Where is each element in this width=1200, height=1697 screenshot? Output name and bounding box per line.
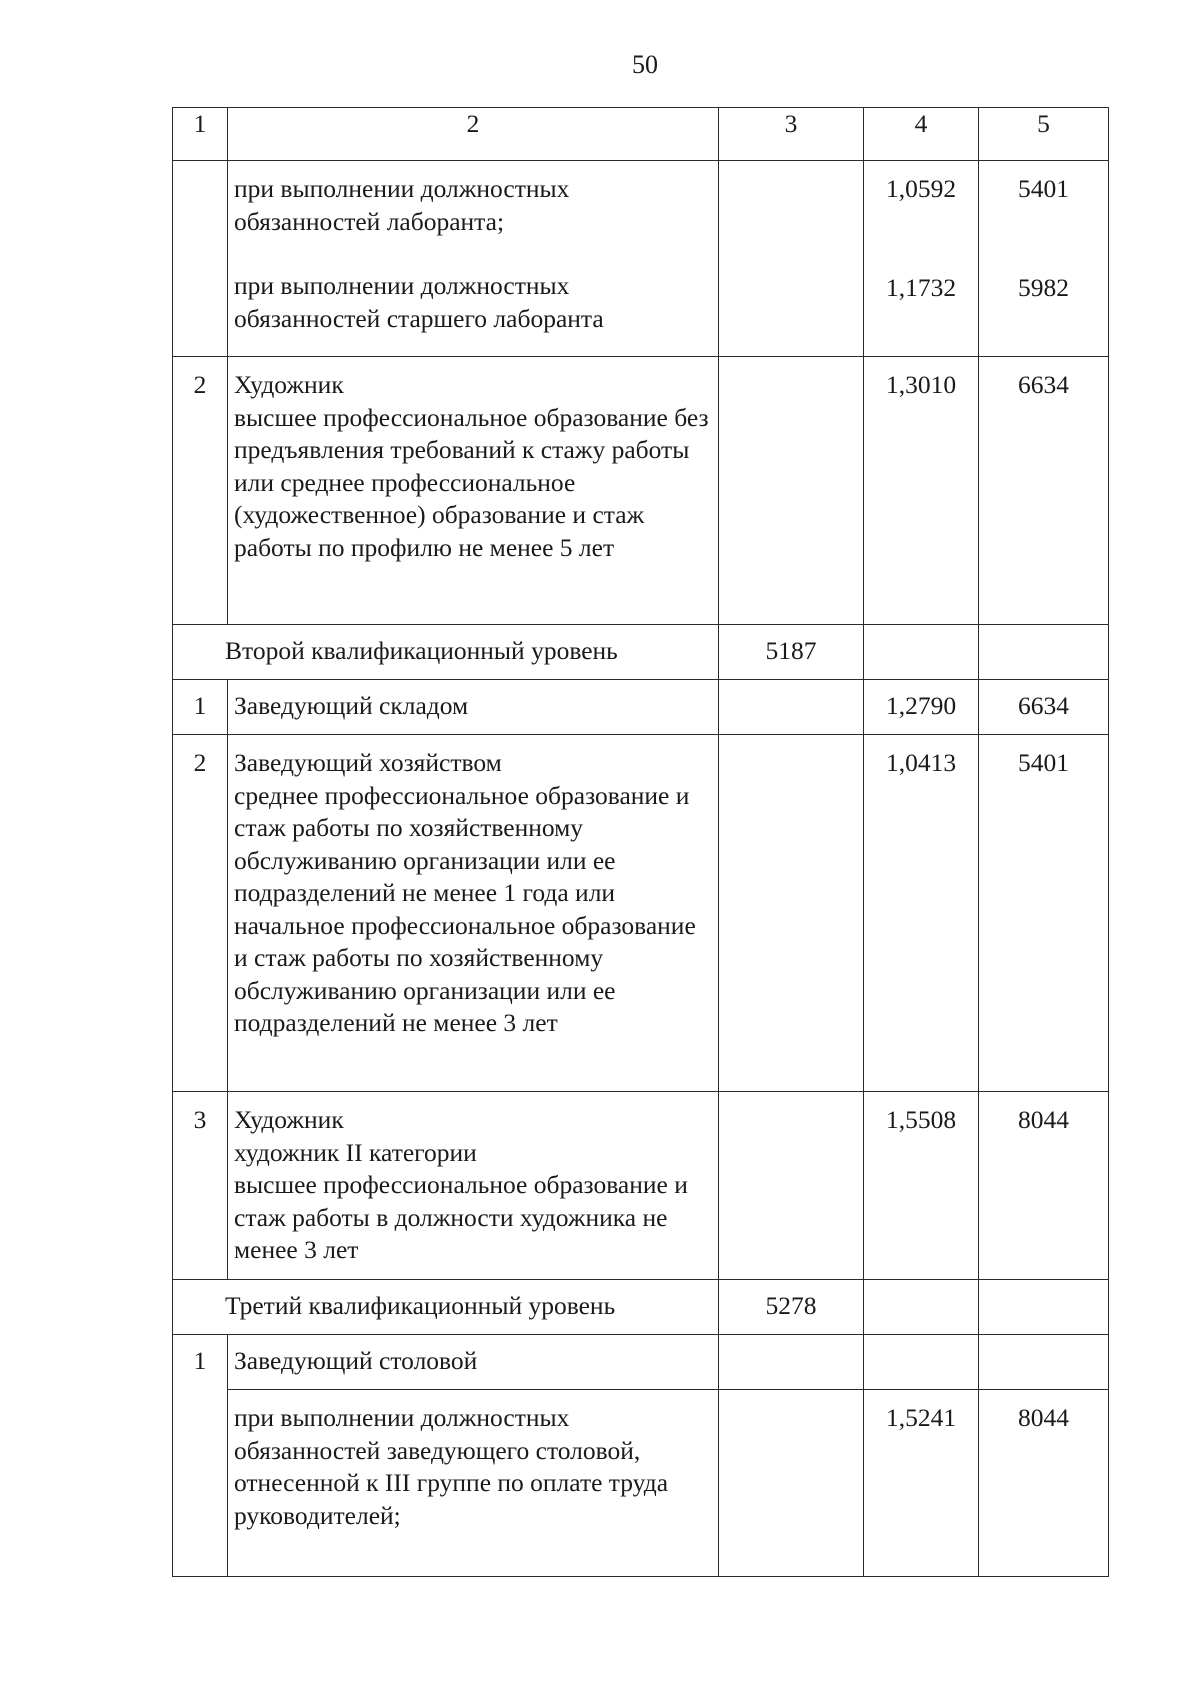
salary-value: 6634 xyxy=(979,680,1109,735)
header-cell-1: 1 xyxy=(173,108,228,161)
coefficient-value: 1,5508 xyxy=(864,1092,979,1280)
row-description xyxy=(228,735,719,1092)
row-base-salary xyxy=(719,735,864,1092)
salary-value: 8044 xyxy=(979,1390,1109,1577)
salary-value: 5982 xyxy=(1018,272,1069,302)
table-header-row xyxy=(173,108,1109,161)
table-row xyxy=(173,357,1109,625)
position-requirements: высшее профессиональное образование без предъявления требований к стажу работы или среднее профессиональное (художественное) образование и стаж работы по профилю не менее 5 лет xyxy=(234,402,709,562)
table-row xyxy=(173,1335,1109,1390)
position-title: Заведующий складом xyxy=(228,680,719,735)
coefficient-value: 1,5241 xyxy=(864,1390,979,1577)
coefficient-value: 1,1732 xyxy=(885,272,957,302)
row-salaries xyxy=(979,161,1109,357)
table-row xyxy=(173,1092,1109,1280)
empty-cell xyxy=(864,1335,979,1390)
salary-value: 8044 xyxy=(979,1092,1109,1280)
empty-cell xyxy=(979,1280,1109,1335)
item-text: при выполнении должностных обязанностей старшего лаборанта xyxy=(234,271,604,333)
position-title: Художник xyxy=(234,370,344,399)
position-title: Заведующий хозяйством xyxy=(234,748,502,777)
position-requirements: среднее профессиональное образование и стаж работы по хозяйственному обслуживанию организации или ее подразделений не менее 1 года или начальное профессиональное образование и стаж работы по хозяйственному обслуживанию организации или ее подразделений не менее 3 лет xyxy=(234,780,696,1037)
level-row xyxy=(173,1280,1109,1335)
salary-value: 5401 xyxy=(1018,174,1069,203)
level-row xyxy=(173,625,1109,680)
empty-cell xyxy=(979,625,1109,680)
row-base-salary xyxy=(719,1390,864,1577)
row-base-salary xyxy=(719,680,864,735)
row-number: 2 xyxy=(173,735,228,1092)
row-number: 3 xyxy=(173,1092,228,1280)
empty-cell xyxy=(979,1335,1109,1390)
coefficient-value: 1,2790 xyxy=(864,680,979,735)
table-row xyxy=(173,161,1109,357)
item-text: при выполнении должностных обязанностей лаборанта; xyxy=(234,174,570,236)
salary-value: 5401 xyxy=(979,735,1109,1092)
header-cell-4: 4 xyxy=(864,108,979,161)
level-label: Третий квалификационный уровень xyxy=(173,1280,719,1335)
qualification-table xyxy=(172,107,1109,1577)
coefficient-value: 1,3010 xyxy=(864,357,979,625)
level-label: Второй квалификационный уровень xyxy=(173,625,719,680)
position-title: Заведующий столовой xyxy=(228,1335,719,1390)
level-base-salary: 5187 xyxy=(719,625,864,680)
salary-value: 6634 xyxy=(979,357,1109,625)
row-base-salary xyxy=(719,1335,864,1390)
header-cell-3: 3 xyxy=(719,108,864,161)
row-number: 2 xyxy=(173,357,228,625)
row-number: 1 xyxy=(173,1335,228,1577)
position-subtitle: художник II категории xyxy=(234,1137,477,1167)
row-base-salary xyxy=(719,161,864,357)
row-description xyxy=(228,161,719,357)
item-text: при выполнении должностных обязанностей заведующего столовой, отнесенной к III группе по оплате труда руководителей; xyxy=(228,1390,719,1577)
table-row xyxy=(173,1390,1109,1577)
coefficient-value: 1,0592 xyxy=(885,174,957,203)
row-base-salary xyxy=(719,1092,864,1280)
empty-cell xyxy=(864,1280,979,1335)
row-base-salary xyxy=(719,357,864,625)
row-description xyxy=(228,1092,719,1280)
header-cell-2: 2 xyxy=(228,108,719,161)
table-row xyxy=(173,680,1109,735)
row-number xyxy=(173,161,228,357)
page-number: 50 xyxy=(632,50,658,79)
level-base-salary: 5278 xyxy=(719,1280,864,1335)
empty-cell xyxy=(864,625,979,680)
header-cell-5: 5 xyxy=(979,108,1109,161)
row-number: 1 xyxy=(173,680,228,735)
coefficient-value: 1,0413 xyxy=(864,735,979,1092)
position-title: Художник xyxy=(234,1105,344,1134)
row-coefficients xyxy=(864,161,979,357)
table-row xyxy=(173,735,1109,1092)
position-requirements: высшее профессиональное образование и стаж работы в должности художника не менее 3 лет xyxy=(234,1170,688,1264)
row-description xyxy=(228,357,719,625)
